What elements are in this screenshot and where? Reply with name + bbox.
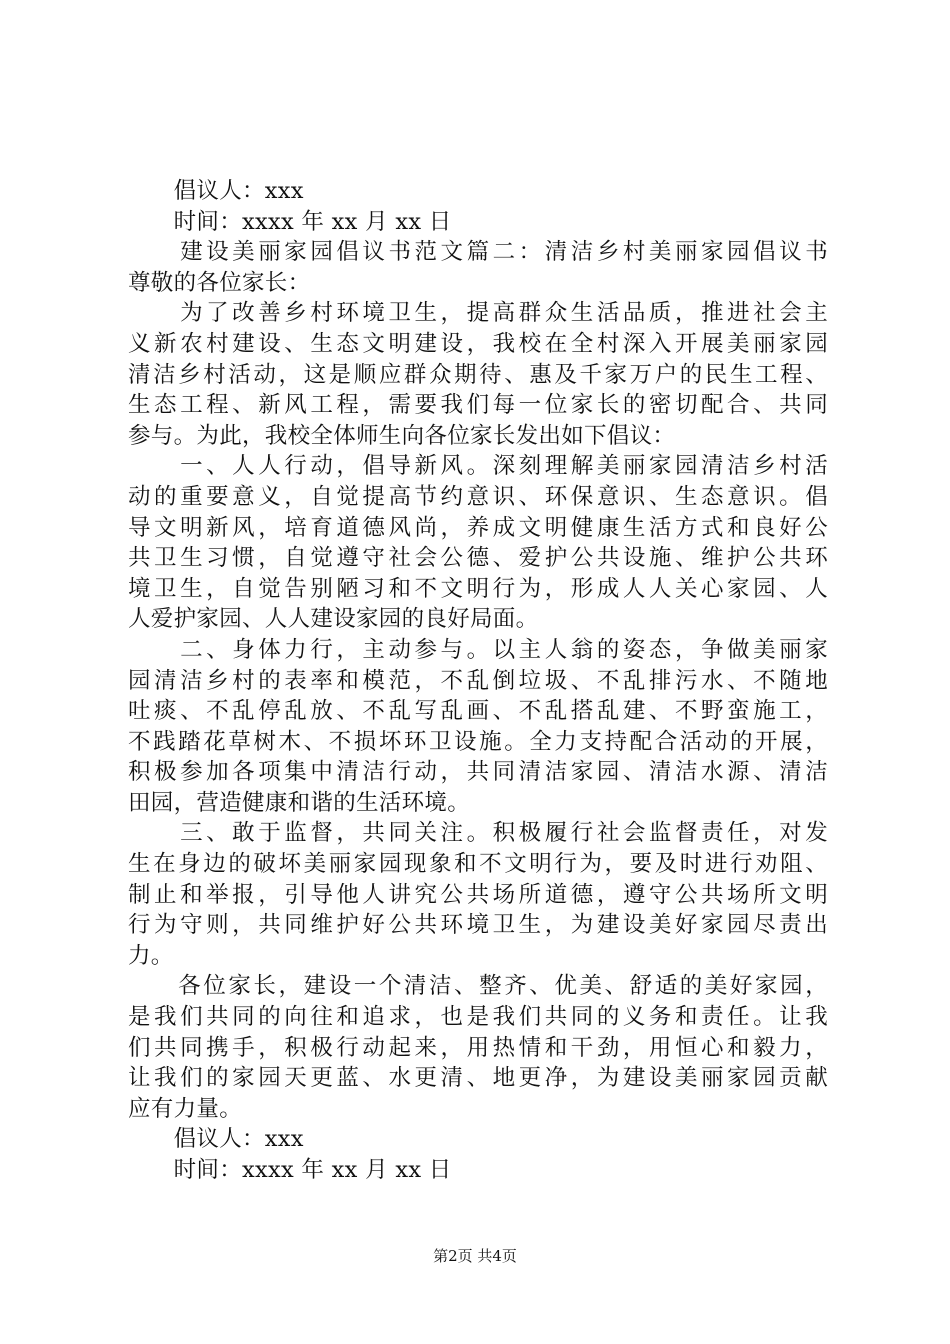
paragraph-line: 动的重要意义，自觉提高节约意识、环保意识、生态意识。倡 bbox=[128, 483, 828, 510]
paragraph-line: 不践踏花草树木、不损坏环卫设施。全力支持配合活动的开展， bbox=[128, 728, 828, 755]
page-number-footer: 第2页 共4页 bbox=[433, 1247, 517, 1265]
paragraph-line: 参与。为此，我校全体师生向各位家长发出如下倡议： bbox=[128, 422, 676, 449]
paragraph-line: 共卫生习惯，自觉遵守社会公德、爱护公共设施、维护公共环 bbox=[128, 545, 828, 572]
paragraph-line: 行为守则，共同维护好公共环境卫生，为建设美好家园尽责出 bbox=[128, 912, 828, 939]
paragraph-line: 力。 bbox=[128, 942, 174, 969]
signature-date: 时间：xxxx 年 xx 月 xx 日 bbox=[128, 1157, 452, 1183]
paragraph-line: 生在身边的破坏美丽家园现象和不文明行为，要及时进行劝阻、 bbox=[128, 851, 828, 878]
signature-proposer: 倡议人：xxx bbox=[128, 178, 304, 204]
paragraph-line: 让我们的家园天更蓝、水更清、地更净，为建设美丽家园贡献 bbox=[128, 1065, 828, 1092]
document-body bbox=[128, 176, 828, 1186]
paragraph-line: 制止和举报，引导他人讲究公共场所道德，遵守公共场所文明 bbox=[128, 881, 828, 908]
paragraph-line: 积极参加各项集中清洁行动，共同清洁家园、清洁水源、清洁 bbox=[128, 759, 828, 786]
paragraph-line: 们共同携手，积极行动起来，用热情和干劲，用恒心和毅力， bbox=[128, 1034, 828, 1061]
paragraph-line: 导文明新风，培育道德风尚，养成文明健康生活方式和良好公 bbox=[128, 514, 828, 541]
paragraph-line: 为了改善乡村环境卫生，提高群众生活品质，推进社会主 bbox=[128, 300, 828, 327]
signature-date: 时间：xxxx 年 xx 月 xx 日 bbox=[128, 208, 452, 235]
paragraph-line: 一、人人行动，倡导新风。深刻理解美丽家园清洁乡村活 bbox=[128, 453, 828, 480]
paragraph-line: 园清洁乡村的表率和模范，不乱倒垃圾、不乱排污水、不随地 bbox=[128, 667, 828, 694]
paragraph-line: 田园，营造健康和谐的生活环境。 bbox=[128, 789, 471, 816]
paragraph-line: 各位家长，建设一个清洁、整齐、优美、舒适的美好家园， bbox=[128, 973, 828, 1000]
paragraph-line: 应有力量。 bbox=[128, 1095, 243, 1122]
paragraph-line: 境卫生，自觉告别陋习和不文明行为，形成人人关心家园、人 bbox=[128, 575, 828, 602]
paragraph-line: 义新农村建设、生态文明建设，我校在全村深入开展美丽家园 bbox=[128, 330, 828, 357]
signature-proposer: 倡议人：xxx bbox=[128, 1126, 304, 1153]
paragraph-line: 三、敢于监督，共同关注。积极履行社会监督责任，对发 bbox=[128, 820, 828, 847]
paragraph-line: 是我们共同的向往和追求，也是我们共同的义务和责任。让我 bbox=[128, 1004, 828, 1031]
paragraph-line: 清洁乡村活动，这是顺应群众期待、惠及千家万户的民生工程、 bbox=[128, 361, 828, 388]
paragraph-line: 人爱护家园、人人建设家园的良好局面。 bbox=[128, 606, 539, 633]
paragraph-line: 吐痰、不乱停乱放、不乱写乱画、不乱搭乱建、不野蛮施工， bbox=[128, 698, 828, 725]
paragraph-line: 二、身体力行，主动参与。以主人翁的姿态，争做美丽家 bbox=[128, 636, 828, 663]
paragraph-line: 生态工程、新风工程，需要我们每一位家长的密切配合、共同 bbox=[128, 392, 828, 419]
salutation: 尊敬的各位家长： bbox=[128, 269, 311, 296]
article-title: 建设美丽家园倡议书范文篇二：清洁乡村美丽家园倡议书 bbox=[128, 239, 828, 266]
